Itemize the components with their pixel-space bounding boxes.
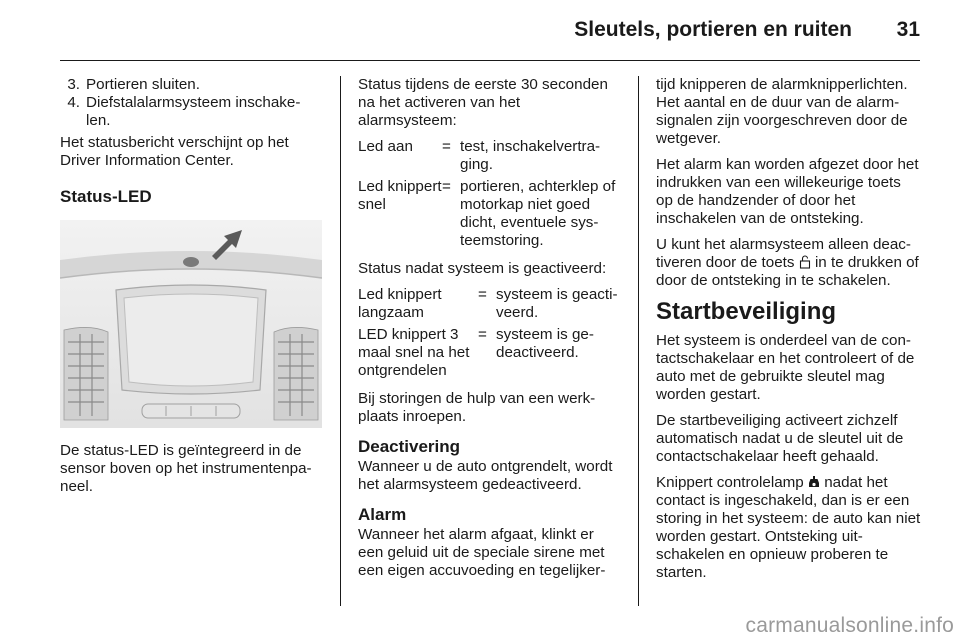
step-list — [60, 76, 322, 130]
statusbericht-paragraph: Het statusbericht verschijnt op het Driver Information Center. — [60, 134, 289, 169]
status-description: systeem is geacti-veerd. — [496, 286, 618, 321]
status-row — [358, 326, 623, 380]
status-row — [358, 286, 623, 322]
storingen-paragraph: Bij storingen de hulp van een werk-plaats inroepen. — [358, 390, 596, 425]
status-row — [358, 178, 623, 250]
controlelamp-text-a: Knippert controlelamp — [656, 474, 804, 491]
status-term: Led knippert langzaam — [358, 286, 442, 321]
startbeveiliging-heading: Startbeveiliging — [656, 298, 837, 325]
status-term: Led aan — [358, 138, 413, 155]
immobilizer-lamp-icon — [808, 475, 820, 489]
deactiveren-text-a: U kunt het alarmsysteem alleen deac-tiveren door de toets — [656, 236, 911, 271]
alarmknipperlichten-paragraph: tijd knipperen de alarmknipperlichten. Het aantal en de duur van de alarm-signalen zijn voorgeschreven door de wetgever. — [656, 76, 908, 147]
status-term: Led knippert snel — [358, 178, 442, 213]
startbeveiliging-paragraph-1: Het systeem is onderdeel van de con-tactschakelaar en het controleert of de auto met de gebruikte sleutel mag worden gestart. — [656, 332, 915, 403]
step-item — [60, 94, 322, 130]
status-description: systeem is ge-deactiveerd. — [496, 326, 594, 361]
alarm-heading: Alarm — [358, 505, 407, 524]
column-divider-2 — [638, 76, 639, 606]
deactivering-paragraph: Wanneer u de auto ontgrendelt, wordt het alarmsysteem gedeactiveerd. — [358, 458, 613, 493]
startbeveiliging-paragraph-2: De startbeveiliging activeert zichzelf automatisch nadat u de sleutel uit de contactschakelaar heeft gehaald. — [656, 412, 904, 465]
page-header — [0, 0, 960, 62]
alarm-afzetten-paragraph: Het alarm kan worden afgezet door het indrukken van een willekeurige toets op de handzender of door het inschakelen van de ontsteking. — [656, 156, 919, 227]
step-text: Portieren sluiten. — [86, 76, 200, 93]
page-number: 31 — [896, 18, 920, 41]
watermark: carmanualsonline.info — [745, 614, 954, 637]
alarm-paragraph: Wanneer het alarm afgaat, klinkt er een geluid uit de speciale sirene met een eigen accuvoeding en tegelijker- — [358, 526, 606, 579]
status-led-heading: Status-LED — [60, 187, 152, 206]
status-intro-paragraph: Status tijdens de eerste 30 seconden na het activeren van het alarmsysteem: — [358, 76, 608, 129]
controlelamp-text-b: nadat het contact is ingeschakeld, dan is er een storing in het systeem: de auto kan niet worden gestart. Ontsteking uit-schakelen en opnieuw proberen te starten. — [656, 474, 921, 581]
status-description: portieren, achterklep of motorkap niet goed dicht, eventuele sys-teemstoring. — [460, 178, 616, 249]
header-rule — [60, 60, 920, 61]
status-table-first-30s — [358, 138, 623, 250]
chapter-title: Sleutels, portieren en ruiten — [574, 18, 852, 41]
column-1 — [60, 76, 322, 504]
status-table-activated — [358, 286, 623, 380]
deactiveren-paragraph — [656, 236, 921, 290]
status-equals: = — [478, 286, 487, 303]
status-activated-intro: Status nadat systeem is geactiveerd: — [358, 260, 607, 277]
column-2 — [358, 76, 623, 588]
status-description: test, inschakelvertra-ging. — [460, 138, 601, 173]
figure-caption: De status-LED is geïntegreerd in de sensor boven op het instrumentenpa-neel. — [60, 442, 312, 495]
status-term: LED knippert 3 maal snel na het ontgrendelen — [358, 326, 470, 379]
status-equals: = — [478, 326, 487, 343]
step-number: 3. — [67, 76, 80, 93]
status-row — [358, 138, 623, 174]
deactiveren-text-b: in te drukken of door de ontsteking in te schakelen. — [656, 254, 919, 289]
step-text: Diefstalalarmsysteem inschake-len. — [86, 94, 301, 129]
status-equals: = — [442, 138, 451, 155]
unlock-key-icon — [799, 255, 811, 269]
dashboard-status-led-illustration — [60, 220, 322, 428]
controlelamp-paragraph — [656, 474, 921, 582]
status-equals: = — [442, 178, 451, 195]
deactivering-heading: Deactivering — [358, 437, 461, 456]
column-3 — [656, 76, 921, 590]
step-number: 4. — [67, 94, 80, 111]
column-divider-1 — [340, 76, 341, 606]
step-item — [60, 76, 322, 94]
